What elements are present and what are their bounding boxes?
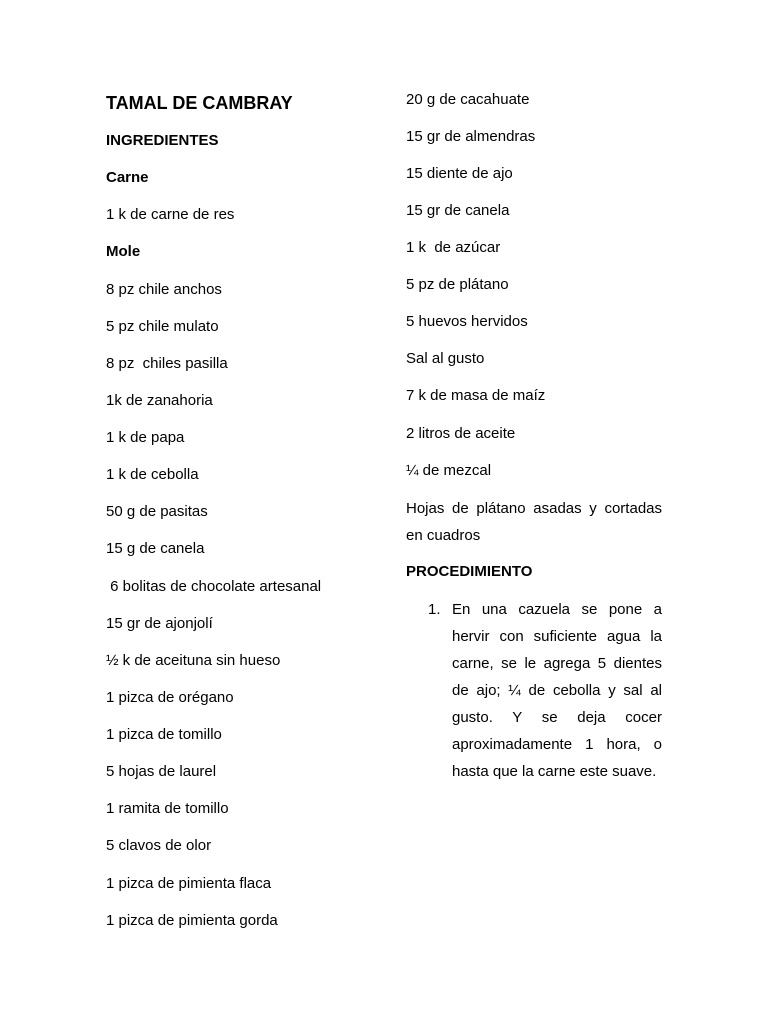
ingredient-item: 5 pz de plátano: [406, 276, 509, 293]
ingredient-item: ¼ de mezcal: [406, 462, 492, 479]
ingredient-item: Sal al gusto: [406, 350, 485, 367]
ingredient-item: 1 pizca de pimienta flaca: [106, 875, 272, 892]
recipe-title: TAMAL DE CAMBRAY: [106, 93, 293, 113]
ingredient-item: 6 bolitas de chocolate artesanal: [106, 578, 322, 595]
procedure-heading: PROCEDIMIENTO: [406, 563, 533, 580]
banana-leaves-item: Hojas de plátano asadas y cortadas en cuadros: [406, 500, 662, 544]
ingredient-item: 15 g de canela: [106, 540, 205, 557]
step-text: En una cazuela se pone a hervir con suficiente agua la carne, se le agrega 5 dientes de ajo; ¼ de cebolla y sal al gusto. Y se deja cocer aproximadamente 1 hora, o hasta que la carne este suave.: [452, 601, 662, 780]
ingredient-item: 1 pizca de pimienta gorda: [106, 912, 278, 929]
ingredient-item: 7 k de masa de maíz: [406, 387, 546, 404]
ingredient-item: 5 hojas de laurel: [106, 763, 217, 780]
ingredient-item: 1 k de azúcar: [406, 239, 501, 256]
step-number: 1.: [428, 601, 441, 618]
ingredient-item: 2 litros de aceite: [406, 425, 516, 442]
ingredient-item: 1 ramita de tomillo: [106, 800, 229, 817]
ingredient-item: 15 gr de canela: [406, 202, 510, 219]
ingredient-item: 8 pz chile anchos: [106, 281, 222, 298]
carne-heading: Carne: [106, 169, 149, 186]
ingredient-item: 5 clavos de olor: [106, 837, 212, 854]
ingredient-item: 1 k de papa: [106, 429, 185, 446]
ingredient-item: 8 pz chiles pasilla: [106, 355, 228, 372]
ingredient-item: 20 g de cacahuate: [406, 91, 530, 108]
mole-heading: Mole: [106, 243, 141, 260]
ingredient-item: 5 pz chile mulato: [106, 318, 219, 335]
procedure-step: [406, 596, 662, 785]
ingredient-item: 15 gr de ajonjolí: [106, 615, 213, 632]
ingredient-item: 1 k de cebolla: [106, 466, 199, 483]
ingredient-item: 5 huevos hervidos: [406, 313, 528, 330]
ingredient-item: 1 k de carne de res: [106, 206, 235, 223]
ingredient-item: 50 g de pasitas: [106, 503, 208, 520]
procedure-steps: [406, 596, 662, 785]
ingredient-item: ½ k de aceituna sin hueso: [106, 652, 281, 669]
ingredient-item: 15 diente de ajo: [406, 165, 513, 182]
ingredients-heading: INGREDIENTES: [106, 132, 219, 149]
ingredient-item: 15 gr de almendras: [406, 128, 536, 145]
ingredient-item: 1 pizca de orégano: [106, 689, 234, 706]
ingredient-item: 1 pizca de tomillo: [106, 726, 222, 743]
ingredient-item: 1k de zanahoria: [106, 392, 213, 409]
